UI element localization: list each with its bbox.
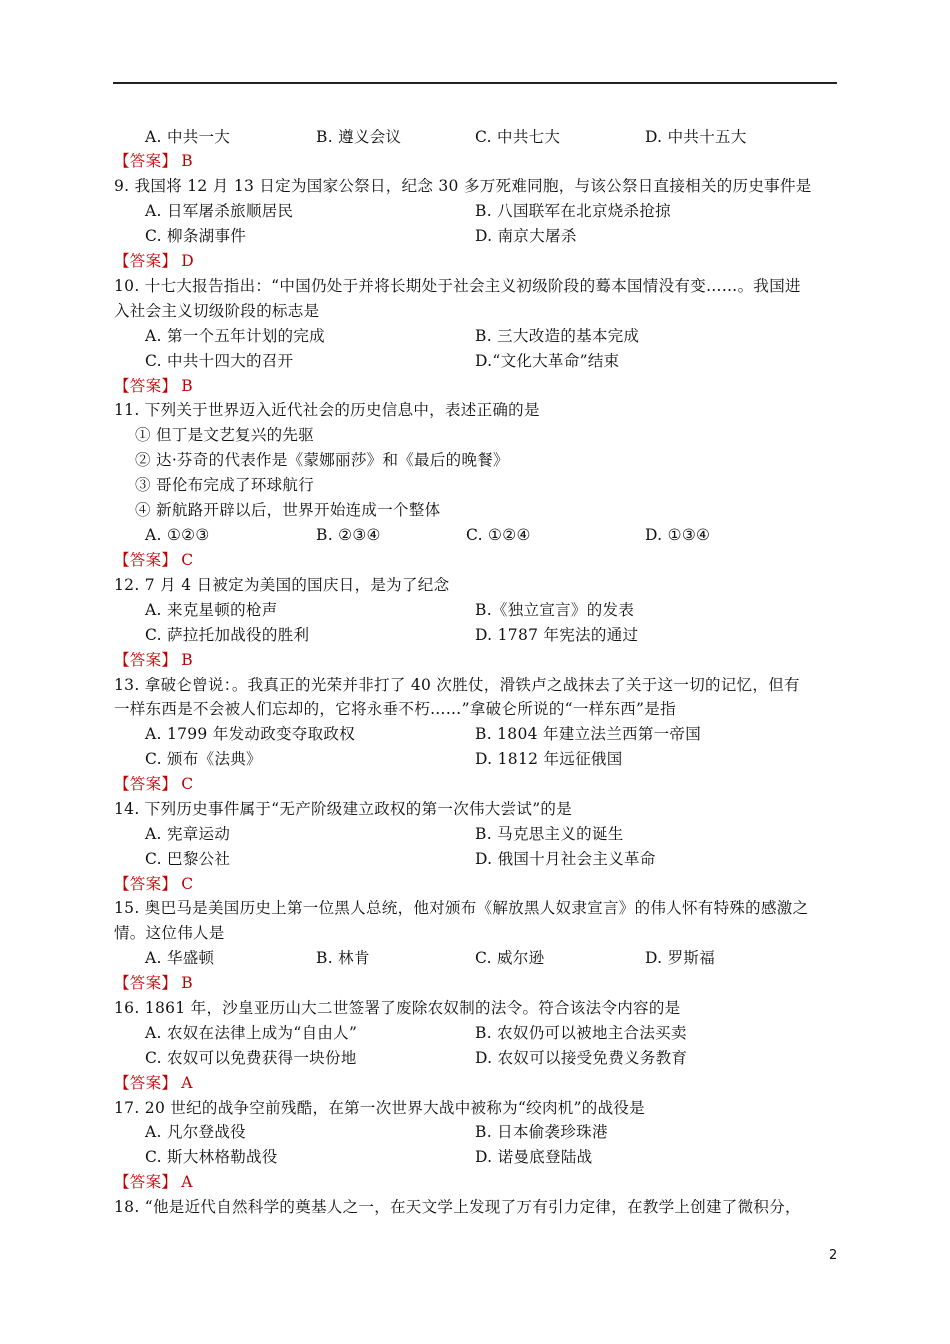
q8-option-d: D. 中共十五大 <box>645 128 747 146</box>
option: C. 农奴可以免费获得一块份地 <box>145 1049 357 1067</box>
answer-value: B <box>181 974 193 992</box>
answer <box>114 650 193 670</box>
option: D. 南京大屠杀 <box>475 227 577 245</box>
answer-label: 【答案】 <box>114 252 178 270</box>
option: A. 凡尔登战役 <box>145 1123 246 1141</box>
answer-label: 【答案】 <box>114 1074 178 1092</box>
answer <box>114 774 193 794</box>
answer-value: A <box>181 1074 193 1092</box>
q8-answer <box>114 151 193 171</box>
answer-value: C <box>181 551 194 569</box>
q8-option-a: A. 中共一大 <box>145 128 231 146</box>
answer-label: 【答案】 <box>114 152 178 170</box>
option: C. 斯大林格勒战役 <box>145 1148 278 1166</box>
answer-value: B <box>181 152 193 170</box>
question-stem: 12. 7 月 4 日被定为美国的国庆日，是为了纪念 <box>114 576 450 594</box>
answer <box>114 251 194 271</box>
question-stem: 13. 拿破仑曾说：。我真正的光荣并非打了 40 次胜仗，滑铁卢之战抹去了关于这一切的记忆，但有 <box>114 676 800 694</box>
question-stem: 18. “他是近代自然科学的奠基人之一，在天文学上发现了万有引力定律，在教学上创建了微积分， <box>114 1198 801 1216</box>
option: B. ②③④ <box>316 526 381 544</box>
question-stem: 一样东西是不会被人们忘却的，它将永垂不朽……”拿破仑所说的“一样东西”是指 <box>114 700 676 718</box>
answer-value: A <box>181 1173 193 1191</box>
option: D. 诺曼底登陆战 <box>475 1148 593 1166</box>
answer-label: 【答案】 <box>114 551 178 569</box>
option: B.《独立宣言》的发表 <box>475 601 635 619</box>
statement: ③ 哥伦布完成了环球航行 <box>135 476 315 494</box>
option: C. 柳条湖事件 <box>145 227 247 245</box>
option: D. ①③④ <box>645 526 711 544</box>
question-stem: 9. 我国将 12 月 13 日定为国家公祭日，纪念 30 多万死难同胞，与该公祭日直接相关的历史事件是 <box>114 177 812 195</box>
answer-label: 【答案】 <box>114 651 178 669</box>
statement: ① 但丁是文艺复兴的先驱 <box>135 426 315 444</box>
question-stem: 15. 奥巴马是美国历史上第一位黑人总统，他对颁布《解放黑人奴隶宣言》的伟人怀有特殊的感激之 <box>114 899 809 917</box>
option: B. 农奴仍可以被地主合法买卖 <box>475 1024 687 1042</box>
option: C. 威尔逊 <box>475 949 545 967</box>
question-stem: 14. 下列历史事件属于“无产阶级建立政权的第一次伟大尝试”的是 <box>114 800 573 818</box>
option: D. 1812 年远征俄国 <box>475 750 623 768</box>
answer-label: 【答案】 <box>114 775 178 793</box>
answer <box>114 376 193 396</box>
answer-label: 【答案】 <box>114 974 178 992</box>
option: C. ①②④ <box>466 526 531 544</box>
option: D. 俄国十月社会主义革命 <box>475 850 656 868</box>
answer-value: B <box>181 651 193 669</box>
option: D. 罗斯福 <box>645 949 716 967</box>
option: A. 华盛顿 <box>145 949 215 967</box>
question-stem: 11. 下列关于世界迈入近代社会的历史信息中，表述正确的是 <box>114 401 540 419</box>
answer <box>114 1172 193 1192</box>
option: C. 颁布《法典》 <box>145 750 262 768</box>
option: B. 八国联军在北京烧杀抢掠 <box>475 202 671 220</box>
answer-value: D <box>181 252 194 270</box>
answer-value: B <box>181 377 193 395</box>
answer-label: 【答案】 <box>114 1173 178 1191</box>
question-stem: 16. 1861 年，沙皇亚历山大二世签署了废除农奴制的法令。符合该法令内容的是 <box>114 999 681 1017</box>
option: A. 日军屠杀旅顺居民 <box>145 202 294 220</box>
question-stem: 10. 十七大报告指出：“中国仍处于并将长期处于社会主义初级阶段的蓦本国情没有变……。我国进 <box>114 277 801 295</box>
option: A. 宪章运动 <box>145 825 231 843</box>
option: B. 林肯 <box>316 949 370 967</box>
option: D. 1787 年宪法的通过 <box>475 626 639 644</box>
question-stem: 入社会主义切级阶段的标志是 <box>114 302 320 320</box>
option: D. 农奴可以接受免费义务教育 <box>475 1049 688 1067</box>
statement: ② 达·芬奇的代表作是《蒙娜丽莎》和《最后的晚餐》 <box>135 451 509 469</box>
answer-label: 【答案】 <box>114 377 178 395</box>
answer-value: C <box>181 775 194 793</box>
question-stem: 情。这位伟人是 <box>114 924 225 942</box>
option: D.“文化大革命”结束 <box>475 352 620 370</box>
option: A. 来克星顿的枪声 <box>145 601 278 619</box>
q8-option-b: B. 遵义会议 <box>316 128 402 146</box>
answer <box>114 973 193 993</box>
answer-label: 【答案】 <box>114 875 178 893</box>
answer <box>114 1073 193 1093</box>
q8-option-c: C. 中共七大 <box>475 128 561 146</box>
option: B. 马克思主义的诞生 <box>475 825 624 843</box>
option: A. 农奴在法律上成为“自由人” <box>145 1024 358 1042</box>
option: C. 巴黎公社 <box>145 850 231 868</box>
option: B. 日本偷袭珍珠港 <box>475 1123 608 1141</box>
statement: ④ 新航路开辟以后，世界开始连成一个整体 <box>135 501 441 519</box>
answer <box>114 550 193 570</box>
option: C. 中共十四大的召开 <box>145 352 294 370</box>
option: A. ①②③ <box>145 526 210 544</box>
question-stem: 17. 20 世纪的战争空前残酷，在第一次世界大战中被称为“绞肉机”的战役是 <box>114 1099 645 1117</box>
option: B. 1804 年建立法兰西第一帝国 <box>475 725 702 743</box>
option: A. 第一个五年计划的完成 <box>145 327 325 345</box>
option: B. 三大改造的基本完成 <box>475 327 640 345</box>
answer-value: C <box>181 875 194 893</box>
header-rule <box>113 82 837 84</box>
option: C. 萨拉托加战役的胜利 <box>145 626 310 644</box>
option: A. 1799 年发动政变夺取政权 <box>145 725 356 743</box>
page-number: 2 <box>829 1248 838 1263</box>
answer <box>114 874 193 894</box>
